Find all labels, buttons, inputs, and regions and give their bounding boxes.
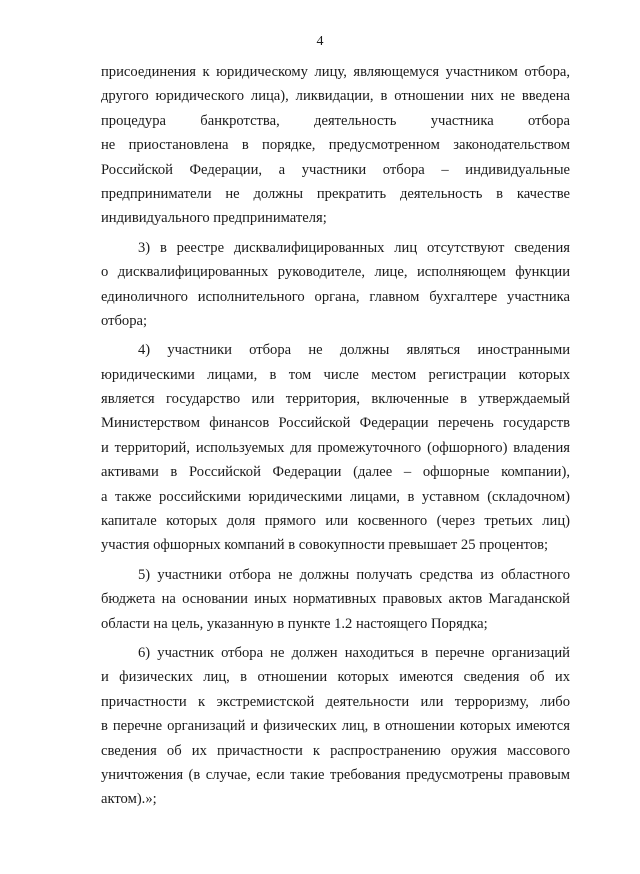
text-line: индивидуального предпринимателя; (101, 210, 327, 227)
page-number: 4 (316, 34, 324, 49)
text-line: капитале которых доля прямого или косвенного (через третьих лиц) (101, 513, 570, 530)
text-line: Российской Федерации, а участники отбора – индивидуальные (101, 161, 570, 178)
text-line: отбора; (101, 312, 148, 329)
text-line: в перечне организаций и физических лиц, в отношении которых имеются (101, 718, 570, 735)
text-line: активами в Российской Федерации (далее – офшорные компании), (101, 464, 570, 481)
text-line: предприниматели не должны прекратить деятельность в качестве (101, 185, 570, 202)
document-body (101, 60, 570, 812)
text-line: бюджета на основании иных нормативных правовых актов Магаданской (101, 591, 570, 608)
text-line: 5) участники отбора не должны получать средства из областного (138, 566, 570, 583)
text-line: области на цель, указанную в пункте 1.2 настоящего Порядка; (101, 615, 488, 632)
text-line: не приостановлена в порядке, предусмотренном законодательством (101, 137, 570, 154)
text-line: является государство или территория, включенные в утверждаемый (101, 391, 570, 408)
text-line: и физических лиц, в отношении которых имеются сведения об их (101, 669, 570, 686)
text-line: процедура банкротства, деятельность участника отбора (101, 112, 570, 129)
paragraph (101, 563, 570, 636)
paragraph (101, 641, 570, 812)
text-line: и территорий, используемых для промежуточного (офшорного) владения (101, 439, 570, 456)
paragraph (101, 236, 570, 334)
text-line: другого юридического лица), ликвидации, в отношении них не введена (101, 88, 570, 105)
text-line: сведения об их причастности к распространению оружия массового (101, 742, 570, 759)
text-line: о дисквалифицированных руководителе, лице, исполняющем функции (101, 264, 570, 281)
text-line: Министерством финансов Российской Федерации перечень государств (101, 415, 570, 432)
paragraph (101, 60, 570, 231)
text-line: уничтожения (в случае, если такие требования предусмотрены правовым (101, 766, 570, 783)
text-line: причастности к экстремистской деятельности или терроризму, либо (101, 693, 570, 710)
paragraph (101, 338, 570, 558)
text-line: а также российскими юридическими лицами, в уставном (складочном) (101, 488, 570, 505)
text-line: участия офшорных компаний в совокупности превышает 25 процентов; (101, 537, 549, 554)
text-line: 6) участник отбора не должен находиться в перечне организаций (138, 644, 570, 661)
text-line: юридическими лицами, в том числе местом регистрации которых (101, 366, 570, 383)
text-line: присоединения к юридическому лицу, являющемуся участником отбора, (101, 64, 570, 80)
text-line: 4) участники отбора не должны являться иностранными (138, 342, 570, 359)
text-line: актом).»; (101, 791, 157, 808)
text-line: единоличного исполнительного органа, главном бухгалтере участника (101, 288, 570, 305)
text-line: 3) в реестре дисквалифицированных лиц отсутствуют сведения (138, 239, 570, 256)
